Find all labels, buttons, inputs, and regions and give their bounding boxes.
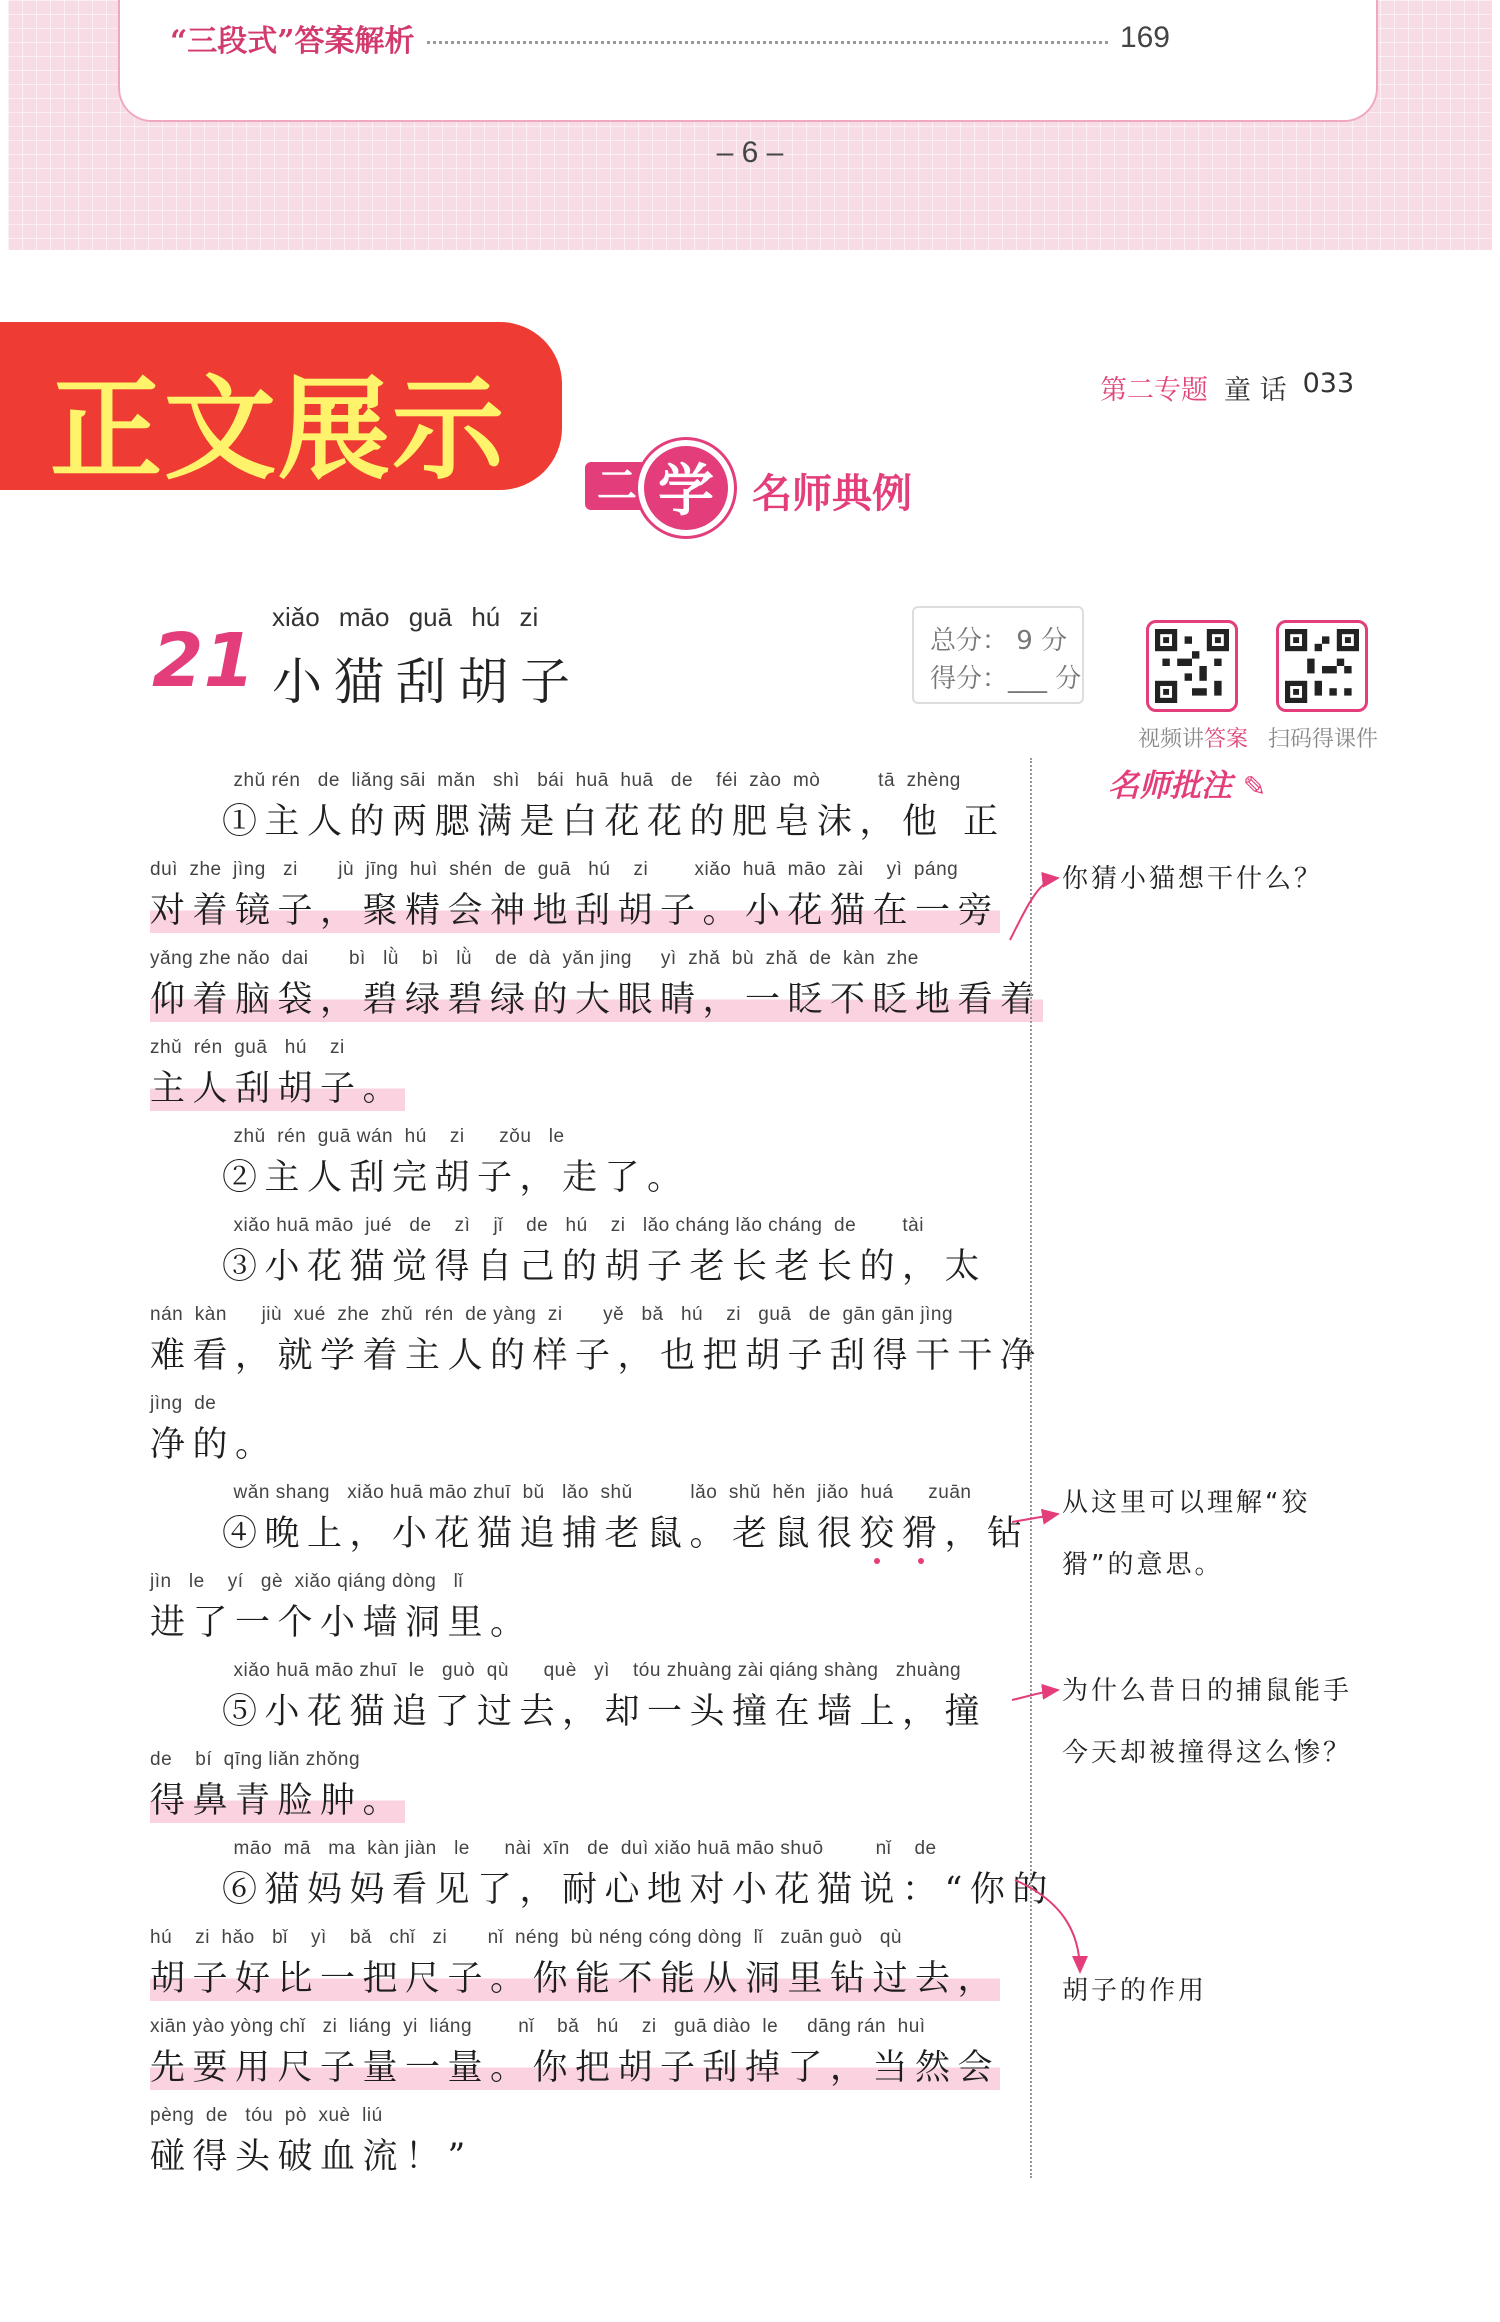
tag-label: 正文展示 bbox=[50, 365, 506, 495]
hanzi-line: 胡子好比一把尺子。你能不能从洞里钻过去， bbox=[150, 1951, 1000, 2001]
arrow-3 bbox=[1012, 1690, 1058, 1700]
hanzi-line: 净的。 bbox=[150, 1425, 278, 1465]
score-box bbox=[912, 606, 1084, 704]
qr-label-video-answer: 答案 bbox=[1204, 727, 1249, 752]
text-line bbox=[150, 2016, 1010, 2105]
text-line bbox=[150, 1838, 1055, 1927]
chapter-topic: 第二专题 bbox=[1100, 375, 1208, 406]
margin-divider bbox=[1030, 758, 1032, 2178]
earned-score: 得分：___ 分 bbox=[930, 664, 1082, 694]
qr-label-video bbox=[1138, 722, 1248, 753]
hanzi-line: ⑤小花猫追了过去，却一头撞在墙上，撞 bbox=[222, 1692, 988, 1732]
teacher-notes-title: 名师批注 bbox=[1108, 768, 1232, 804]
hanzi-line: ②主人刮完胡子，走了。 bbox=[222, 1158, 690, 1198]
chapter-page: 033 bbox=[1302, 368, 1355, 399]
pinyin-line: xiān yào yòng chǐ zi liáng yi liáng nǐ bǎ hú zi guā diào le dāng rán huì bbox=[150, 2016, 926, 2037]
text-line bbox=[150, 1749, 1010, 1838]
hanzi-line: ⑥猫妈妈看见了，耐心地对小花猫说：“你的 bbox=[222, 1870, 1055, 1910]
pinyin-line: hú zi hǎo bǐ yì bǎ chǐ zi nǐ néng bù néng cóng dòng lǐ zuān guò qù bbox=[150, 1927, 902, 1948]
pinyin-line: zhǔ rén guā wán hú zi zǒu le bbox=[222, 1126, 565, 1147]
arrow-1 bbox=[1010, 878, 1058, 940]
pinyin-line: xiǎo huā māo zhuī le guò qù què yì tóu zhuàng zài qiáng shàng zhuàng bbox=[222, 1660, 962, 1681]
emphasis-dot bbox=[874, 1558, 880, 1564]
pinyin-line: wǎn shang xiǎo huā māo zhuī bǔ lǎo shǔ lǎo shǔ hěn jiǎo huá zuān bbox=[222, 1482, 972, 1503]
toc-page-number: 169 bbox=[1119, 21, 1170, 54]
text-line bbox=[150, 1571, 1010, 1660]
text-line bbox=[150, 2105, 1010, 2194]
text-line bbox=[150, 770, 1010, 859]
hanzi-line: 碰得头破血流！” bbox=[150, 2137, 473, 2177]
text-line bbox=[150, 1037, 1010, 1126]
text-line bbox=[150, 1482, 1030, 1571]
total-score: 总分： 9 分 bbox=[930, 626, 1068, 656]
hanzi-line: 对着镜子，聚精会神地刮胡子。小花猫在一旁 bbox=[150, 883, 1000, 933]
pinyin-line: nán kàn jiù xué zhe zhǔ rén de yàng zi yě bǎ hú zi guā de gān gān jìng bbox=[150, 1304, 954, 1325]
pinyin-line: pèng de tóu pò xuè liú bbox=[150, 2105, 383, 2126]
qr-label-courseware: 扫码得课件 bbox=[1268, 727, 1379, 752]
pinyin-line: jìn le yí gè xiǎo qiáng dòng lǐ bbox=[150, 1571, 464, 1592]
hanzi-line: 主人刮胡子。 bbox=[150, 1061, 405, 1111]
pinyin-line: māo mā ma kàn jiàn le nài xīn de duì xiǎo huā māo shuō nǐ de bbox=[222, 1838, 937, 1859]
content-preview-tag bbox=[0, 322, 562, 495]
toc-entry[interactable] bbox=[170, 18, 1170, 58]
qr-code-icon bbox=[1155, 629, 1229, 703]
pinyin-line: zhǔ rén guā hú zi bbox=[150, 1037, 345, 1058]
pinyin-line: zhǔ rén de liǎng sāi mǎn shì bái huā huā de féi zào mò tā zhèng bbox=[222, 770, 961, 791]
hanzi-line: 进了一个小墙洞里。 bbox=[150, 1603, 533, 1643]
text-line bbox=[150, 948, 1043, 1037]
section-badge: 学 bbox=[638, 440, 734, 536]
pinyin-line: de bí qīng liǎn zhǒng bbox=[150, 1749, 361, 1770]
emphasis-dot bbox=[918, 1558, 924, 1564]
lesson-pinyin: xiǎo māo guā hú zi bbox=[272, 602, 539, 632]
section-label-left: 二 bbox=[585, 462, 649, 510]
hanzi-line: ④晚上，小花猫追捕老鼠。老鼠很狡猾，钻 bbox=[222, 1514, 1030, 1554]
text-line bbox=[150, 1927, 1010, 2016]
pinyin-line: jìng de bbox=[150, 1393, 217, 1414]
toc-title: “三段式”答案解析 bbox=[170, 24, 415, 59]
section-title: 名师典例 bbox=[752, 471, 912, 517]
page-number: – 6 – bbox=[716, 136, 784, 169]
text-line bbox=[150, 1660, 1010, 1749]
annotation-3: 为什么昔日的捕鼠能手今天却被撞得这么惨？ bbox=[1062, 1676, 1353, 1768]
hanzi-line: 仰着脑袋，碧绿碧绿的大眼睛，一眨不眨地看着 bbox=[150, 972, 1043, 1022]
lesson-title: 小猫刮胡子 bbox=[272, 653, 582, 711]
qr-label-video-text: 视频讲 bbox=[1138, 727, 1205, 752]
chapter-type: 童 话 bbox=[1224, 375, 1287, 406]
qr-code-video[interactable] bbox=[1146, 620, 1238, 712]
hanzi-line: ①主人的两腮满是白花花的肥皂沫，他 正 bbox=[222, 802, 1006, 842]
teacher-notes-heading bbox=[1108, 760, 1266, 805]
pinyin-line: xiǎo huā māo jué de zì jǐ de hú zi lǎo cháng lǎo cháng de tài bbox=[222, 1215, 924, 1236]
hanzi-line: 得鼻青脸肿。 bbox=[150, 1773, 405, 1823]
hanzi-line: 难看，就学着主人的样子，也把胡子刮得干干净 bbox=[150, 1336, 1043, 1376]
text-line bbox=[150, 1215, 1010, 1304]
pinyin-line: duì zhe jìng zi jù jīng huì shén de guā hú zi xiǎo huā māo zài yì páng bbox=[150, 859, 959, 880]
text-line bbox=[150, 1304, 1043, 1393]
pen-icon: ✎ bbox=[1242, 770, 1267, 803]
text-line bbox=[150, 1126, 1010, 1215]
annotation-1: 你猜小猫想干什么？ bbox=[1062, 864, 1324, 894]
pinyin-line: yǎng zhe nǎo dai bì lǜ bì lǜ de dà yǎn jing yì zhǎ bù zhǎ de kàn zhe bbox=[150, 948, 919, 969]
text-line bbox=[150, 1393, 1010, 1482]
hanzi-line: ③小花猫觉得自己的胡子老长老长的，太 bbox=[222, 1247, 988, 1287]
annotation-4: 胡子的作用 bbox=[1062, 1976, 1208, 2006]
text-line bbox=[150, 859, 1010, 948]
chapter-header bbox=[1100, 368, 1354, 407]
qr-code-courseware[interactable] bbox=[1276, 620, 1368, 712]
toc-leader-dots bbox=[427, 41, 1108, 44]
lesson-number: 21 bbox=[152, 618, 255, 704]
annotation-2: 从这里可以理解“狡猾”的意思。 bbox=[1062, 1488, 1311, 1580]
qr-code-icon bbox=[1285, 629, 1359, 703]
hanzi-line: 先要用尺子量一量。你把胡子刮掉了，当然会 bbox=[150, 2040, 1000, 2090]
